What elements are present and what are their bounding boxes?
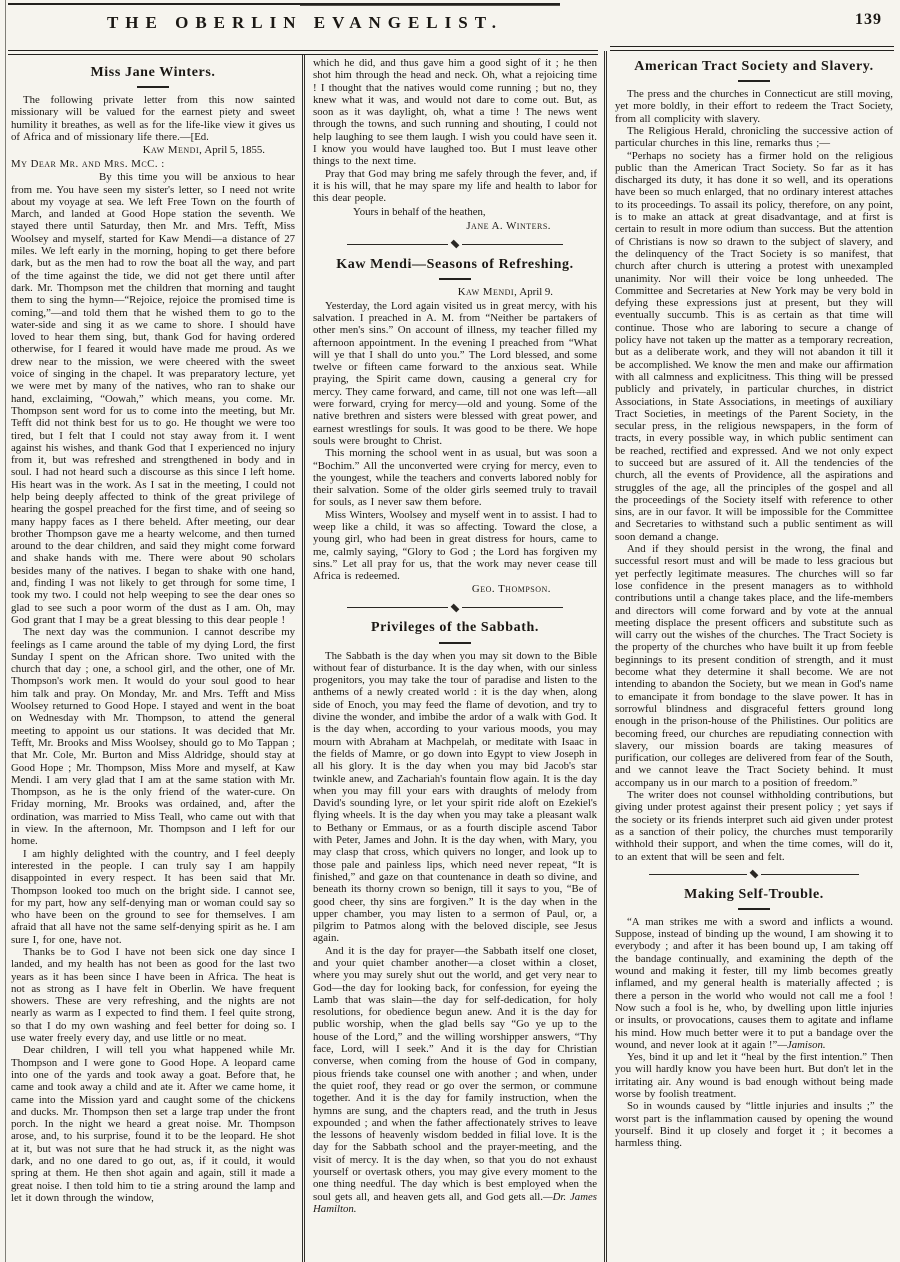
scan-edge-rule-2 [300,5,560,6]
tract-quote-paragraph: “Perhaps no society has a firmer hold on the religious public than the American Tract Society. So far as it has discharged its duty, it has done it so well, and its operations have been so much enlarged, that no ordinary interest attaches to its proceedings. To assail its policy, therefore, on any point, is to make an attack at great disadvantage, and at first is certain to result in more odium than success. But the attention of Christians is now so drawn to the subject of slavery, and the delinquency of the Tract Society is so manifest, that church after church is uttering a protest with unexampled unanimity. Nor will their voice be long unheeded. The Committee and Secretaries at New York may be very bold in defying these expressions just at present, but they will eventually succumb. This is as certain as that time will continue. Those who are laboring to secure a change of policy have not taken up the matter as a temporary recreation, but as a deliberate work, and they will not abandon it till it be accomplished. We know the men and make our affirmation with all calmness and explicitness. This thing will be pressed publicly and privately, in particular churches, in district Associations, in State Associations, in meetings of auxiliary Tract Societies, in meetings of the Parent Society, in the secular press, in the religious newspapers, in the form of tracts, in every possible way, in which public sentiment can be reached, rectified and expressed. And we not only expect to succeed but are assured of it. All the tendencies of the church, all the events of Providence, all the aspirations and struggles of the age, all the principles of the gospel and all the proceedings of the Society itself with reference to other sins, are in our favor. It will be impossible for the Committee and Secretaries to withstand such a public sentiment as will soon demand a change. [615,149,893,543]
letter-prayer: Pray that God may bring me safely through the fever, and, if it is his will, that he may spare my life and health to labor for this dear people. [313,167,597,205]
article-title-miss-jane-winters: Miss Jane Winters. [90,65,216,80]
report-dateline [313,286,597,299]
divider-ornament-icon [451,604,460,613]
report-signature: Geo. Thompson. [471,583,551,596]
letter-signature: Jane A. Winters. [466,219,551,232]
article-title-tract-society: American Tract Society and Slavery. [634,59,874,74]
column-layout [8,55,894,1262]
essay-paragraph-text: And it is the day for prayer—the Sabbath itself one closet, and your quiet chamber another—a closet within a closet, where you may surely shut out the world, and get very near to God—the day for looking back, for confession, for eyeing the Lamb that was slain—the day for self-dedication, for holy resolutions, for obedience begun anew. And it is the day for public worship, when the glad bells say “Go ye up to the house of the Lord,” and the willing worshipper answers, “Thy face, Lord, will I seek.” And it is the day for Christian converse, when coming from the house of God in company, pious friends take counsel one with another ; and when, under the quiet roof, they read or go over the sermon, or commune together. And it is the day for family instruction, when the hymns are sung, and the chapters read, and the truth in Jesus expounded ; and when the father affectionately strives to leave the lessons of heavenly wisdom bedded in filial love. It is the day for the Sabbath school and the prayer-meeting, and the visit of mercy. It is the day when, so that you do not exhaust yourself or overtask others, you may give every moment to the one thing needful. The day which is best employed when the soul gets all, and heaven gets all, and God gets all. [313,944,597,1203]
masthead-title: THE OBERLIN EVANGELIST. [106,13,504,32]
title-rule [738,80,770,82]
letter-paragraph: Dear children, I will tell you what happened while Mr. Thompson and I were gone to Good Hope. A leopard came into one of the yards and took away a goat. Before that, he came and took away a child and ate it. After we came home, it came into the Mission yard and caught some of the chickens and ducks. Mr. Thompson then set a large trap under the front porch. In the night we heard a great noise. Mr. Thompson arose, and, to his surprise, found it to be the leopard. He shot at it, but was not sure that he had struck it, as the night was dark, and no one dared to go out, as, if it could, it would spring at them. He then shot again and again, still it made a great noise. I then told him to tie a string around the lamp and let it down through the window, [11,1044,295,1204]
section-divider [347,603,563,612]
section-divider [347,240,563,249]
report-paragraph: Miss Winters, Woolsey and myself went in to assist. I had to weep like a child, it was so affecting. Toward the close, a young girl, who had been in great distress for hours, came to me, calmly saying, “Glory to God ; the Lord has forgiven my sins.” Let all pray for us, that the work may never cease till Africa is redeemed. [313,508,597,583]
letter-paragraph: By this time you will be anxious to hear from me. You have seen my sister's letter, so I need not write about my voyage at sea. We left Free Town on the fourth of March, and landed at Good Hope station the seventh. We stayed there until Saturday, then Mr. and Mrs. Tefft, Miss Woolsey and myself, started for Kaw Mendi—a distance of 27 miles. We left early in the morning, hoping to get there before dark, but as the men had to row the boat all the way, and part of the time against the tide, we did not get there until after dark. Mr. Thompson met the children that morning and taught them to sing the hymn—“Rejoice, rejoice the promised time is coming,”—and told them that he wished them to go to the water-side and sing it as we came to shore. I should have loved to hear them sing, but, thank God for having ordered otherwise, for I feared it would have made me proud. As we drew near to the mission, we were cheered with the sweet voice of singing in the chapel. It was preparatory lecture, yet we were met by many of the natives, who ran to shake our hand, exclaiming, “Oowah,” which means, you come. Mr. Thompson sent word for us to come into the meeting, but Mr. Tefft did not think best for us to go. He thought we were too tired, but I felt that I could not stay away from it. I went against his wishes, and thank God that I experienced no injury from it, but was refreshed and strengthened in body and in soul. I had not heard such a discourse as this since I left home. His heart was in the work. As I sat in the meeting, I could not help being deeply affected to think of the great privilege of hearing the gospel preached for the first time, and of seeing so many happy faces as I there beheld. After meeting, our dear brother Thompson gave me a hearty welcome, and then turned around to the dear children, and said they might come forward and shake hands with me. There were about 90 scholars besides many of the natives. I began to shake with one hand, and, finding I was not likely to get through for some time, I took my two. I could not help weeping to see the dear ones so glad to see such a poor worm of the dust as I am. Oh, may God grant that I may be a great blessing to this dear people ! [11,171,295,626]
report-paragraph: Yesterday, the Lord again visited us in great mercy, with his salvation. I preached in A. M. from “Neither be partakers of other men's sins.” On account of illness, my teacher filled my afternoon appointment. In the evening I preached from “What will ye that I shall do unto you.” The Lord blessed, and some twelve or fifteen came forward to the anxious seat. While praying, the Spirit came down, causing a general cry for mercy. They came forward, and came, till not one was left—all were forward, crying for mercy—old and young. Some of the native brethren and sisters were blessed with great power, and earnest wrestlings for souls. It was good to be there. We hope souls were brought to Christ. [313,299,597,447]
self-trouble-paragraph: So in wounds caused by “little injuries and insults ;” the worst part is the inflammation caused by opening the wound yourself. Bind it up closely and forget it ; it becomes a harmless thing. [615,1100,893,1150]
essay-paragraph [313,945,597,1216]
title-rule [439,642,471,644]
divider-line [462,244,563,245]
scan-left-edge [5,0,6,1262]
self-trouble-paragraph: Yes, bind it up and let it “heal by the first intention.” Then you will hardly know you have been hurt. But don't let in the irritating air. Any wound is bad enough without being made worse by foolish treatment. [615,1051,893,1101]
divider-ornament-icon [750,870,759,879]
letter-paragraph: The next day was the communion. I cannot describe my feelings as I came around the table of my dying Lord, the first Sunday I spent on the African shore. Two united with the church that day ; one, a school girl, and the other, one of Mr. Thompson's work men. It would do your soul good to hear him talk and pray. On Monday, Mr. and Mrs. Tefft and Miss Woolsey returned to Good Hope. I stayed and went in the boat on Wednesday with Mr. Thompson, to attend the general meeting to appoint us our stations. It was decided that Mr. Tefft, Mr. Brooks and Miss Woolsey, should go to Mo Tappan ; that Mr. Cole, Mr. Burton and Miss Aldridge, should stay at Good Hope ; Mr. Thompson, Miss More and myself, at Kaw Mendi. I am very glad that I am at the same station with Mr. Thompson, as he is the only friend of the water-cure. On Friday morning, Mr. Brooks was ordained, and, after the ordination, was married to Miss Teall, who came out with that in view. In the afternoon, Mr. Thompson and I left for our home. [11,626,295,848]
divider-line [761,874,859,875]
column-1 [8,55,302,1262]
article-title-making-self-trouble: Making Self-Trouble. [684,886,824,902]
essay-attribution: —Dr. James Hamilton. [313,1190,597,1215]
letter-paragraph: I am highly delighted with the country, and I feel deeply interested in the people. I can truly say I am happily disappointed in every respect. It has been said that Mr. Thompson looked too much on the bright side. I cannot see, for my part, how any self-denying man or woman could say so who have been on the ground to see for themselves. I am afraid that all have not the same self-denying spirit as he. I am sure I, for one, have not. [11,847,295,946]
article-title-privileges-sabbath: Privileges of the Sabbath. [370,620,540,636]
dateline-place: Kaw Mendi, [457,285,518,298]
dateline-date: April 5, 1855. [202,144,265,157]
title-rule [439,278,471,280]
letter-paragraph: Thanks be to God I have not been sick one day since I landed, and my health has not been as good for the last two years as it has been since I have been in Africa. The heat is not as strong as I have felt in Oberlin. We have frequent showers. These are very refreshing, and the nights are not nearly as warm as I expected to find them. I feel quite strong, so that I do my own washing and feel better for doing so. I use water freely every day, and use little or no meat. [11,945,295,1045]
divider-line [347,244,448,245]
tract-paragraph: The Religious Herald, chronicling the successive action of particular churches in this line, remarks thus ;— [615,124,893,150]
letter-closing: Yours in behalf of the heathen, [353,205,486,218]
quote-attribution: —Jamison. [777,1038,826,1051]
self-trouble-quote [615,916,893,1051]
column-3 [604,51,894,1262]
page-number: 139 [855,11,882,28]
essay-paragraph: The Sabbath is the day when you may sit down to the Bible without fear of disturbance. It is the day when, with our sinless progenitors, you may take the tour of paradise and listen to the anthems of a newly created world : it is the day when, along side of Enoch, you may feed the flame of devotion, and try to divine the wonder, and imbibe the ardor of a walk with God. It is the day when, according to your various moods, you may mourn with Abraham at Machpelah, or meditate with Isaac in the fields of Mamre, or go down into Egypt to view Joseph in all his glory. It is the day when you may bid Jacob's star twinkle anew, and Zachariah's fountain flow again. It is the day when you may fill your ears with draughts of melody from David's sounding lyre, or let your spirit ride aloft on Ezekiel's flying wheels. It is the day when you may take a pleasant walk to Bethany or Emmaus, or as a fourth disciple ascend Tabor with Peter, James and John. It is the day when, with Mary, you may clasp that cross, which quivers no longer, and look up to those pale and painless lips, which need never repeat, “It is finished,” and gaze on that countenance in death so divine, and beneath its thorny crown so benign, till it says to you, “Be of good cheer, thy sins are forgiven.” It is the day when in the upper chamber, you may listen to a sermon of Paul, or, a pilgrim to Patmos along with the beloved disciple, see Jesus again. [313,649,597,945]
report-paragraph: This morning the school went in as usual, but was soon a “Bochim.” All the unconverted were crying for mercy, even to the youngest, while the teachers and converts labored nobly for their salvation. Some of the older girls seemed truly to travail for souls, as I never saw them before. [313,447,597,509]
tract-paragraph: The writer does not counsel withholding contributions, but giving under protest against their present policy ; yet says if the society or its friends interpret such aid given under protest as a sanction of their policy, the churches must temporarily withhold their support, and when the time comes, will do it, to an extent that will be seen and felt. [615,789,893,863]
letter-continuation: which he did, and thus gave him a good sight of it ; he then shot him through the head and neck. Oh, what a rejoicing time ! I thought that the natives would come running ; but no, they knew what it was, and would not dare to come out. But, as soon as it was daylight, oh, what a time ! The news went through the towns, and such running and shouting, I could not help laughing to see them laugh. I wish you could have seen it. I know you would have laughed too. But I must leave other things to the next time. [313,57,597,168]
divider-line [347,607,448,608]
title-rule [137,86,169,88]
dateline-date: April 9. [517,285,553,298]
letter-salutation: My Dear Mr. and Mrs. McC. : [11,158,165,171]
letter-dateline [11,144,295,157]
quote-text: “A man strikes me with a sword and inflicts a wound. Suppose, instead of binding up the wound, I am showing it to everybody ; and after it has been bound up, I am taking off the bandage continually, and examining the depth of the wound and making it fester, till my limb becomes greatly inflamed, and my general health is materially affected ; is there a person in the world who would not call me a fool ! Now such a fool is he, who, by dwelling upon little injuries or insults, or provocations, causes them to agitate and inflame his mind. How much better were it to put a bandage over the wound, and never look at it again !” [615,915,893,1051]
divider-ornament-icon [451,240,460,249]
column-2 [302,55,604,1262]
article-title-kaw-mendi: Kaw Mendi—Seasons of Refreshing. [336,256,574,272]
divider-line [462,607,563,608]
dateline-place: Kaw Mendi, [142,144,203,157]
divider-line [649,874,747,875]
title-rule [738,908,770,910]
editor-note: The following private letter from this now sainted missionary will be valued for the earnest piety and sweet humility it breathes, as well as for the life-like view it gives us of Africa and of missionary life there.—[Ed. [11,94,295,143]
tract-quote-paragraph: And if they should persist in the wrong, the final and successful resort must and will be made to less gracious but yet perfectly legitimate measures. The churches will so far lose confidence in the present managers as to withhold contributions until a change takes place, and the life-members and directors will come forward and by vote at the annual meeting displace the present officers and substitute such as will carry out the wishes of the churches. The Tract Society is the property of the churches who have built it up from feeble beginnings to its present condition of strength, and it must become what they determine it shall become. We are not intending to abandon the Society, but we mean in God's name to emancipate it from bondage to the slave power. It has in sorrowful blindness and disgraceful fetters ground long enough in the prison-house of the Philistines. Our politics are becoming freed, our churches are repudiating connection with slavery, our mission boards are taking measures of purification, our colleges are delivered from fear of the South, and we cannot leave the Tract Society behind. It must accompany us in our march to a position of freedom.” [615,543,893,789]
tract-paragraph: The press and the churches in Connecticut are still moving, yet more boldly, in their effort to redeem the Tract Society, from all complicity with slavery. [615,88,893,125]
section-divider [649,870,859,879]
